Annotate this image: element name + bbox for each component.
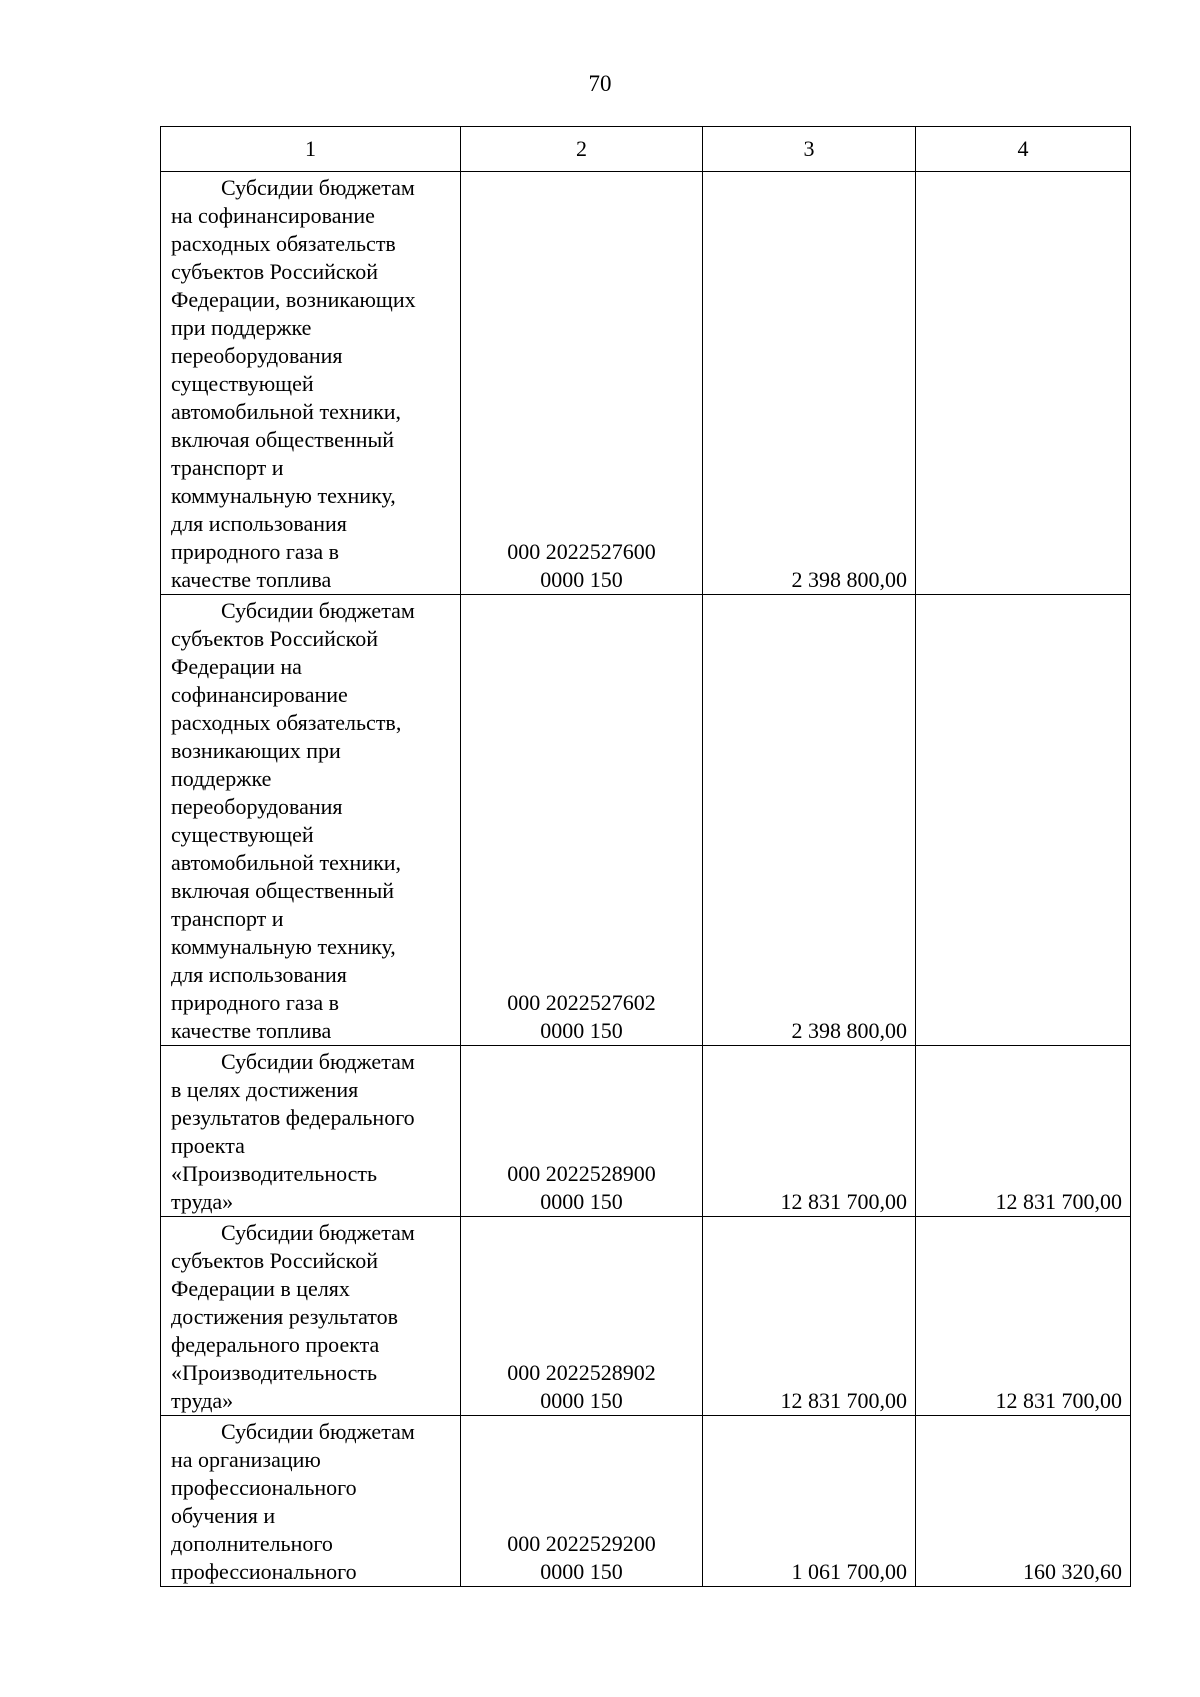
row-name-line: субъектов Российской <box>171 626 379 651</box>
row-name-line: переоборудования <box>171 343 343 368</box>
row-name-line: качестве топлива <box>171 1018 332 1043</box>
row-name-line: на организацию <box>171 1447 321 1472</box>
row-code-line: 0000 150 <box>540 1018 623 1043</box>
row-code-cell <box>461 172 703 595</box>
row-amount-col3: 1 061 700,00 <box>703 1416 916 1587</box>
row-name-line: дополнительного <box>171 1531 333 1556</box>
row-code-cell <box>461 1416 703 1587</box>
row-code-line: 000 2022528902 <box>507 1360 656 1385</box>
row-name-line: включая общественный <box>171 427 395 452</box>
row-name-line: результатов федерального <box>171 1105 415 1130</box>
row-name-line: Федерации на <box>171 654 302 679</box>
row-name-line: качестве топлива <box>171 567 332 592</box>
row-name-line: проекта <box>171 1133 245 1158</box>
row-name-line: для использования <box>171 511 347 536</box>
row-name-cell <box>161 1416 461 1587</box>
table-row <box>161 1416 1131 1587</box>
row-amount-col4 <box>916 595 1131 1046</box>
row-name-line: поддержке <box>171 766 272 791</box>
row-name-line: федерального проекта <box>171 1332 380 1357</box>
header-cell-1: 1 <box>161 127 461 172</box>
row-name-line: возникающих при <box>171 738 341 763</box>
header-cell-2: 2 <box>461 127 703 172</box>
row-name-line: Субсидии бюджетам <box>221 1419 415 1444</box>
row-name-line: включая общественный <box>171 878 395 903</box>
row-code-line: 000 2022527602 <box>507 990 656 1015</box>
row-name-cell <box>161 595 461 1046</box>
row-name-line: транспорт и <box>171 906 284 931</box>
row-name-line: достижения результатов <box>171 1304 398 1329</box>
header-row <box>161 127 1131 172</box>
table-row <box>161 1046 1131 1217</box>
row-name-line: труда» <box>171 1189 234 1214</box>
row-code-line: 000 2022527600 <box>507 539 656 564</box>
row-code-cell <box>461 595 703 1046</box>
row-name-line: Федерации в целях <box>171 1276 350 1301</box>
table-row <box>161 172 1131 595</box>
row-name-line: Субсидии бюджетам <box>221 1049 415 1074</box>
row-code-cell <box>461 1046 703 1217</box>
header-cell-3: 3 <box>703 127 916 172</box>
budget-table-body <box>161 127 1131 1587</box>
row-code-line: 000 2022528900 <box>507 1161 656 1186</box>
row-amount-col3: 12 831 700,00 <box>703 1217 916 1416</box>
row-name-line: на софинансирование <box>171 203 375 228</box>
row-amount-col3: 2 398 800,00 <box>703 595 916 1046</box>
row-code-line: 0000 150 <box>540 1189 623 1214</box>
row-name-line: Субсидии бюджетам <box>221 175 415 200</box>
row-amount-col3: 2 398 800,00 <box>703 172 916 595</box>
row-code-line: 000 2022529200 <box>507 1531 656 1556</box>
row-name-line: расходных обязательств, <box>171 710 402 735</box>
row-name-line: Субсидии бюджетам <box>221 598 415 623</box>
row-name-line: субъектов Российской <box>171 259 379 284</box>
row-name-line: в целях достижения <box>171 1077 359 1102</box>
row-name-line: природного газа в <box>171 990 339 1015</box>
row-name-line: существующей <box>171 822 314 847</box>
row-amount-col4: 12 831 700,00 <box>916 1217 1131 1416</box>
row-name-line: «Производительность <box>171 1360 378 1385</box>
row-name-line: для использования <box>171 962 347 987</box>
row-amount-col3: 12 831 700,00 <box>703 1046 916 1217</box>
row-name-cell <box>161 172 461 595</box>
row-name-line: обучения и <box>171 1503 276 1528</box>
table-row <box>161 1217 1131 1416</box>
row-name-line: природного газа в <box>171 539 339 564</box>
row-name-line: Субсидии бюджетам <box>221 1220 415 1245</box>
table-row <box>161 595 1131 1046</box>
budget-table <box>160 126 1131 1587</box>
header-cell-4: 4 <box>916 127 1131 172</box>
row-name-line: коммунальную технику, <box>171 483 396 508</box>
row-name-cell <box>161 1046 461 1217</box>
row-name-line: существующей <box>171 371 314 396</box>
row-name-line: автомобильной техники, <box>171 399 402 424</box>
row-name-line: труда» <box>171 1388 234 1413</box>
row-name-line: коммунальную технику, <box>171 934 396 959</box>
row-name-line: при поддержке <box>171 315 312 340</box>
row-name-line: профессионального <box>171 1475 357 1500</box>
row-name-cell <box>161 1217 461 1416</box>
row-name-line: Федерации, возникающих <box>171 287 416 312</box>
row-name-line: расходных обязательств <box>171 231 396 256</box>
row-amount-col4 <box>916 172 1131 595</box>
row-code-line: 0000 150 <box>540 1559 623 1584</box>
row-name-line: «Производительность <box>171 1161 378 1186</box>
row-code-cell <box>461 1217 703 1416</box>
row-code-line: 0000 150 <box>540 1388 623 1413</box>
row-amount-col4: 160 320,60 <box>916 1416 1131 1587</box>
row-name-line: софинансирование <box>171 682 348 707</box>
row-amount-col4: 12 831 700,00 <box>916 1046 1131 1217</box>
row-code-line: 0000 150 <box>540 567 623 592</box>
page-number: 70 <box>588 71 612 96</box>
row-name-line: переоборудования <box>171 794 343 819</box>
row-name-line: автомобильной техники, <box>171 850 402 875</box>
row-name-line: профессионального <box>171 1559 357 1584</box>
row-name-line: транспорт и <box>171 455 284 480</box>
row-name-line: субъектов Российской <box>171 1248 379 1273</box>
